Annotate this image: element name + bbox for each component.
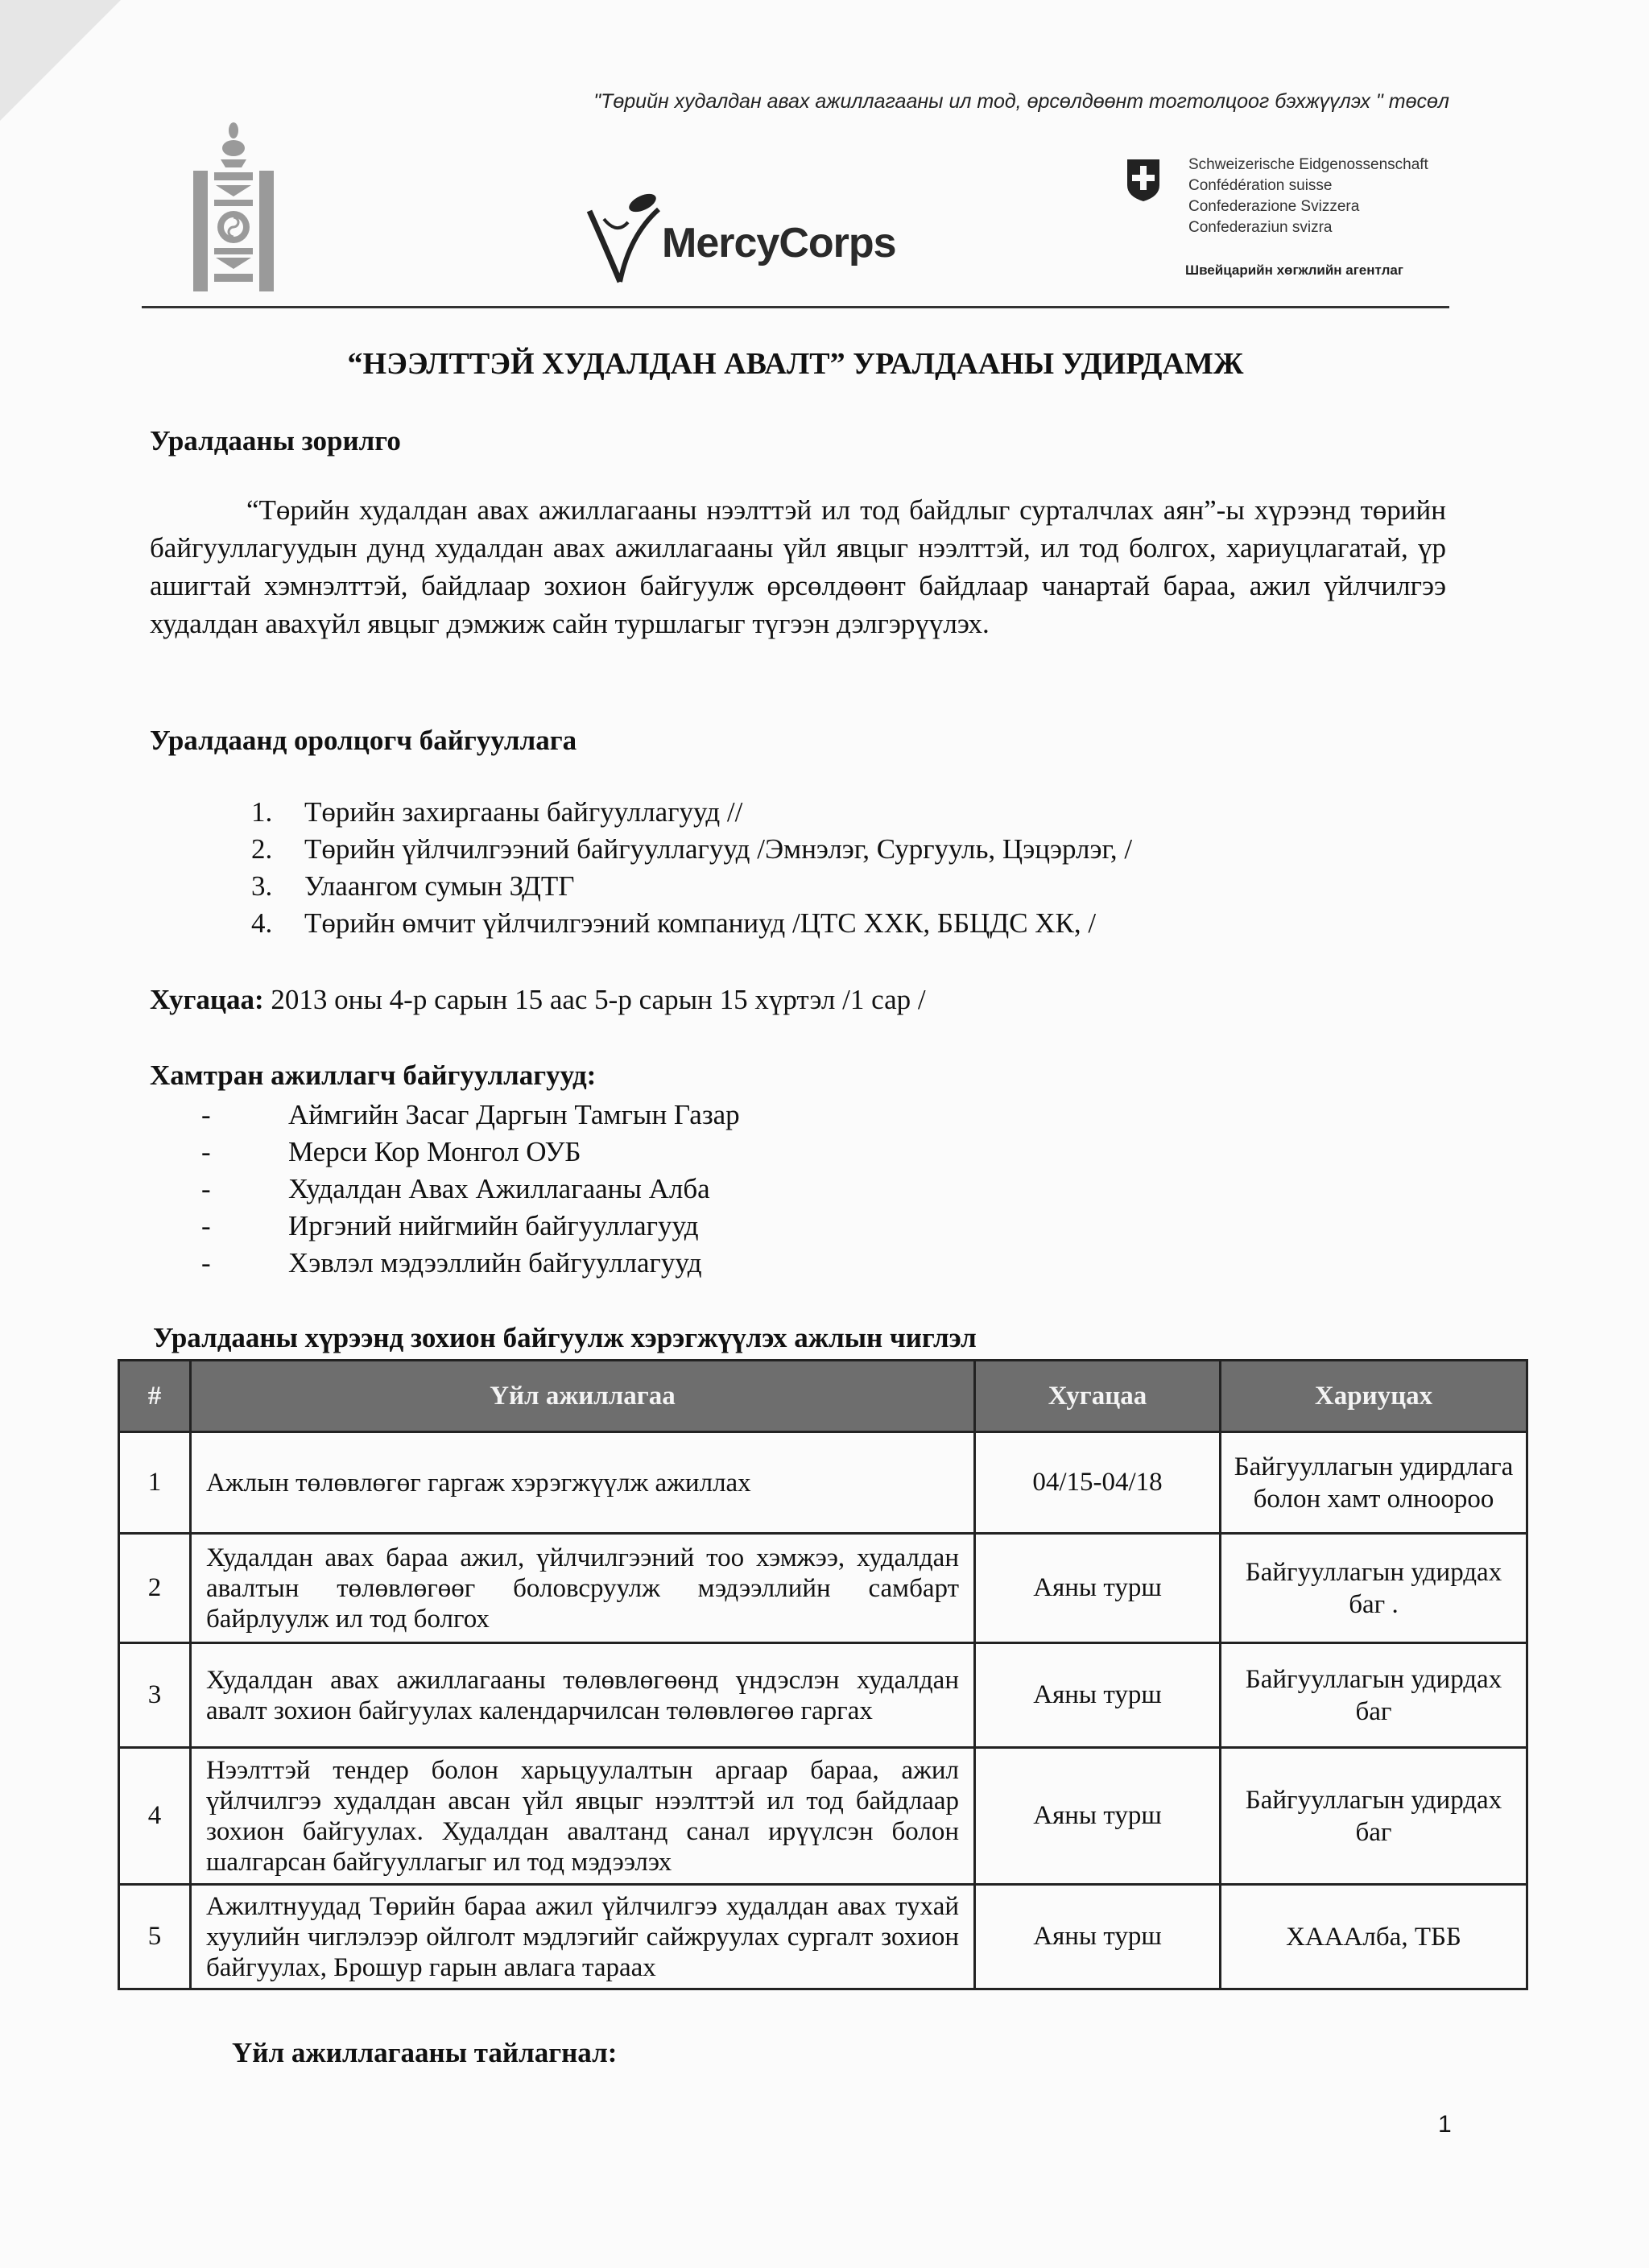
list-item (251, 831, 1132, 868)
column-header-responsible: Хариуцах (1221, 1361, 1527, 1432)
list-number: 4. (251, 907, 273, 939)
participants-list (251, 794, 1132, 942)
list-dash: - (201, 1173, 211, 1204)
row-number: 4 (119, 1748, 191, 1885)
list-item (251, 794, 1132, 831)
row-time: Аяны турш (975, 1885, 1221, 1989)
duration-label: Хугацаа: (150, 984, 264, 1015)
column-header-number: # (119, 1361, 191, 1432)
list-dash: - (201, 1099, 211, 1130)
row-activity: Худалдан авах ажиллагааны төлөвлөгөөнд үндэслэн худалдан авалт зохион байгуулах календарчилсан төлөвлөгөө гаргах (191, 1643, 975, 1748)
swiss-cross-icon (1126, 158, 1161, 203)
swiss-line: Confederaziun svizra (1188, 219, 1333, 236)
table-row (119, 1885, 1527, 1989)
row-activity: Нээлттэй тендер болон харьцуулалтын аргаар бараа, ажил үйлчилгээ худалдан авсан үйл явцыг нээлттэй ил тод байдлаар зохион байгуулах. Худалдан авалтанд санал ирүүлсэн болон шалгарсан байгууллагыг ил тод мэдээлэх (191, 1748, 975, 1885)
list-dash: - (201, 1136, 211, 1167)
row-number: 2 (119, 1534, 191, 1643)
duration-line (150, 984, 926, 1016)
report-heading: Үйл ажиллагааны тайлагнал: (232, 2037, 618, 2068)
row-time: 04/15-04/18 (975, 1432, 1221, 1534)
soyombo-emblem-icon (190, 121, 277, 294)
list-text: Төрийн үйлчилгээний байгууллагууд /Эмнэлэг, Сургууль, Цэцэрлэг, / (304, 833, 1133, 865)
list-item (201, 1245, 740, 1282)
header-divider (142, 306, 1449, 308)
column-header-activity: Үйл ажиллагаа (191, 1361, 975, 1432)
list-number: 2. (251, 833, 273, 865)
row-responsible: Байгууллагын удирдах баг (1221, 1748, 1527, 1885)
work-plan-table (118, 1359, 1528, 1990)
row-activity: Ажилтнуудад Төрийн бараа ажил үйлчилгээ худалдан авах тухай хуулийн чиглэлээр ойлголт мэдлэгийг сайжруулах сургалт зохион байгуулах, Брошур гарын авлага тараах (191, 1885, 975, 1989)
swiss-line: Confédération suisse (1188, 177, 1333, 194)
row-responsible: Байгууллагын удирдах баг . (1221, 1534, 1527, 1643)
list-dash: - (201, 1210, 211, 1241)
goal-paragraph (150, 491, 1446, 642)
partners-list (201, 1097, 740, 1282)
goal-text: “Төрийн худалдан авах ажиллагааны нээлттэй ил тод байдлыг сурталчлах аян”-ы хүрээнд төрийн байгууллагуудын дунд худалдан авах ажиллагааны үйл явцыг нээлттэй, ил тод болгох, хариуцлагатай, үр ашигтай хэмнэлттэй, байдлаар зохион байгуулж өрсөлдөөнт байдлаар чанартай бараа, ажил үйлчилгээ худалдан авахүйл явцыг дэмжиж сайн туршлагыг түгээн дэлгэрүүлэх. (150, 494, 1446, 639)
row-responsible: ХАААлба, ТББ (1221, 1885, 1527, 1989)
list-text: Улаангом сумын ЗДТГ (304, 870, 575, 902)
list-number: 1. (251, 796, 273, 828)
list-dash: - (201, 1247, 211, 1279)
list-text: Мерси Кор Монгол ОУБ (288, 1136, 581, 1167)
list-item (251, 868, 1132, 905)
row-responsible: Байгууллагын удирдлага болон хамт олноороо (1221, 1432, 1527, 1534)
list-item (251, 905, 1132, 942)
row-number: 1 (119, 1432, 191, 1534)
list-text: Хэвлэл мэдээллийн байгууллагууд (288, 1247, 702, 1279)
row-responsible: Байгууллагын удирдах баг (1221, 1643, 1527, 1748)
table-row (119, 1643, 1527, 1748)
mercy-corps-logo-text: MercyCorps (662, 220, 896, 266)
folded-page-corner (0, 0, 121, 121)
participants-heading: Уралдаанд оролцогч байгууллага (150, 725, 577, 756)
work-table-heading: Уралдааны хүрээнд зохион байгуулж хэрэгжүүлэх ажлын чиглэл (153, 1322, 977, 1353)
project-slogan: "Төрийн худалдан авах ажиллагааны ил тод, өрсөлдөөнт тогтолцоог бэхжүүлэх " төсөл (593, 90, 1449, 113)
table-row (119, 1432, 1527, 1534)
list-text: Аймгийн Засаг Даргын Тамгын Газар (288, 1099, 740, 1130)
swiss-line: Schweizerische Eidgenossenschaft (1188, 156, 1428, 173)
row-time: Аяны турш (975, 1643, 1221, 1748)
row-activity: Худалдан авах бараа ажил, үйлчилгээний тоо хэмжээ, худалдан авалтын төлөвлөгөөг боловсруулж мэдээллийн самбарт байрлуулж ил тод болгох (191, 1534, 975, 1643)
list-text: Иргэний нийгмийн байгууллагууд (288, 1210, 699, 1241)
column-header-time: Хугацаа (975, 1361, 1221, 1432)
page-number: 1 (1438, 2111, 1452, 2138)
document-title: “НЭЭЛТТЭЙ ХУДАЛДАН АВАЛТ” УРАЛДААНЫ УДИРДАМЖ (347, 347, 1244, 381)
list-item (201, 1171, 740, 1208)
row-number: 5 (119, 1885, 191, 1989)
duration-value: 2013 оны 4-р сарын 15 аас 5-р сарын 15 хүртэл /1 сар / (263, 984, 926, 1015)
swiss-line: Confederazione Svizzera (1188, 198, 1360, 215)
list-text: Төрийн захиргааны байгууллагууд // (304, 796, 743, 828)
table-row (119, 1748, 1527, 1885)
row-time: Аяны турш (975, 1748, 1221, 1885)
row-time: Аяны турш (975, 1534, 1221, 1643)
list-text: Худалдан Авах Ажиллагааны Алба (288, 1173, 710, 1204)
table-row (119, 1534, 1527, 1643)
row-number: 3 (119, 1643, 191, 1748)
partners-heading: Хамтран ажиллагч байгууллагууд: (150, 1060, 597, 1091)
list-number: 3. (251, 870, 273, 902)
list-item (201, 1134, 740, 1171)
row-activity: Ажлын төлөвлөгөг гаргаж хэрэгжүүлж ажиллах (191, 1432, 975, 1534)
goal-heading: Уралдааны зорилго (150, 425, 401, 456)
list-item (201, 1208, 740, 1245)
list-text: Төрийн өмчит үйлчилгээний компаниуд /ЦТС ХХК, ББЦДС ХК, / (304, 907, 1097, 939)
swiss-confederation-names (1188, 155, 1428, 238)
table-header-row (119, 1361, 1527, 1432)
swiss-agency-name: Швейцарийн хөгжлийн агентлаг (1185, 262, 1403, 278)
list-item (201, 1097, 740, 1134)
